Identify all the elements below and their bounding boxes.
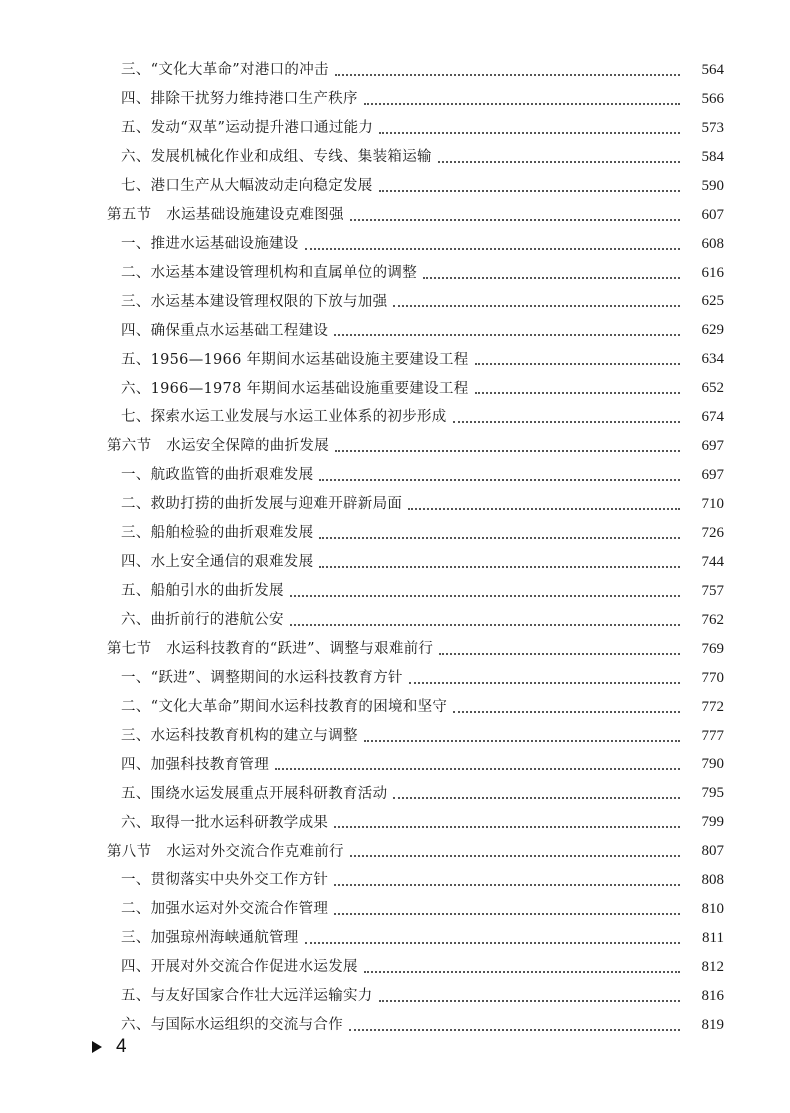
toc-entry-title: 六、与国际水运组织的交流与合作	[121, 1017, 343, 1034]
toc-leader-dots	[364, 739, 680, 742]
toc-entry-page: 726	[701, 524, 724, 541]
toc-entry[interactable]	[0, 374, 790, 403]
toc-entry-title: 第七节 水运科技教育的“跃进”、调整与艰难前行	[107, 640, 434, 657]
toc-entry-title: 四、确保重点水运基础工程建设	[121, 322, 329, 339]
toc-leader-dots	[319, 478, 680, 481]
toc-entry-title: 七、探索水运工业发展与水运工业体系的初步形成	[121, 409, 447, 426]
toc-entry-title: 五、发动“双革”运动提升港口通过能力	[121, 120, 374, 137]
toc-leader-dots	[275, 767, 680, 770]
toc-entry-title: 三、加强琼州海峡通航管理	[121, 930, 299, 947]
toc-entry-title: 一、推进水运基础设施建设	[121, 235, 299, 252]
toc-entry-page: 757	[701, 582, 724, 599]
toc-entry-title: 二、救助打捞的曲折发展与迎难开辟新局面	[121, 496, 403, 513]
toc-leader-dots	[439, 652, 680, 655]
toc-entry[interactable]	[0, 316, 790, 345]
toc-entry-title: 三、水运基本建设管理权限的下放与加强	[121, 293, 388, 310]
toc-leader-dots	[379, 999, 680, 1002]
toc-entry-page: 744	[701, 553, 724, 570]
toc-leader-dots	[438, 160, 680, 163]
toc-entry[interactable]	[0, 779, 790, 808]
toc-entry[interactable]	[0, 808, 790, 837]
triangle-right-icon	[92, 1041, 102, 1053]
toc-entry-title: 一、航政监管的曲折艰难发展	[121, 467, 314, 484]
toc-entry-page: 634	[701, 351, 724, 368]
toc-entry-title: 第八节 水运对外交流合作克难前行	[107, 843, 344, 860]
toc-entry[interactable]	[0, 866, 790, 895]
toc-entry-title: 四、开展对外交流合作促进水运发展	[121, 959, 358, 976]
toc-leader-dots	[335, 73, 680, 76]
toc-leader-dots	[305, 247, 680, 250]
toc-entry-title: 五、1956—1966 年期间水运基础设施主要建设工程	[121, 351, 469, 368]
toc-section-entry[interactable]	[0, 635, 790, 664]
toc-leader-dots	[453, 420, 680, 423]
toc-entry[interactable]	[0, 85, 790, 114]
toc-entry-page: 607	[701, 206, 724, 223]
toc-leader-dots	[334, 825, 680, 828]
toc-entry-title: 一、“跃进”、调整期间的水运科技教育方针	[121, 669, 403, 686]
toc-leader-dots	[335, 449, 680, 452]
toc-entry[interactable]	[0, 577, 790, 606]
toc-entry-page: 819	[701, 1016, 724, 1033]
toc-leader-dots	[379, 189, 680, 192]
toc-entry-title: 三、船舶检验的曲折艰难发展	[121, 525, 314, 542]
toc-entry-page: 564	[701, 61, 724, 78]
toc-leader-dots	[364, 102, 680, 105]
toc-entry-page: 652	[701, 380, 724, 397]
toc-entry[interactable]	[0, 172, 790, 201]
toc-leader-dots	[290, 594, 680, 597]
toc-entry[interactable]	[0, 143, 790, 172]
toc-leader-dots	[408, 507, 680, 510]
toc-entry-title: 五、船舶引水的曲折发展	[121, 583, 284, 600]
toc-entry[interactable]	[0, 982, 790, 1011]
toc-entry-page: 625	[701, 293, 724, 310]
toc-entry[interactable]	[0, 606, 790, 635]
toc-entry-title: 七、港口生产从大幅波动走向稳定发展	[121, 177, 373, 194]
table-of-contents	[0, 56, 790, 1040]
toc-entry-page: 777	[701, 727, 724, 744]
toc-entry-page: 674	[701, 409, 724, 426]
toc-entry[interactable]	[0, 403, 790, 432]
toc-entry[interactable]	[0, 259, 790, 288]
toc-entry-page: 762	[701, 611, 724, 628]
toc-entry-page: 629	[701, 322, 724, 339]
toc-entry-page: 697	[701, 438, 724, 455]
toc-entry-title: 二、水运基本建设管理机构和直属单位的调整	[121, 264, 417, 281]
toc-leader-dots	[349, 1028, 680, 1031]
toc-section-entry[interactable]	[0, 201, 790, 230]
toc-entry-page: 816	[701, 987, 724, 1004]
toc-entry[interactable]	[0, 230, 790, 259]
toc-entry-page: 608	[701, 235, 724, 252]
toc-leader-dots	[409, 681, 680, 684]
toc-entry-page: 807	[701, 843, 724, 860]
toc-entry-title: 第五节 水运基础设施建设克难图强	[107, 206, 344, 223]
toc-entry-page: 811	[702, 930, 724, 947]
toc-entry[interactable]	[0, 288, 790, 317]
toc-entry-page: 769	[701, 640, 724, 657]
toc-entry-title: 四、排除干扰努力维持港口生产秩序	[121, 91, 358, 108]
toc-leader-dots	[319, 565, 680, 568]
toc-entry[interactable]	[0, 751, 790, 780]
toc-entry-page: 795	[701, 785, 724, 802]
toc-entry[interactable]	[0, 924, 790, 953]
toc-entry[interactable]	[0, 548, 790, 577]
toc-entry-title: 五、围绕水运发展重点开展科研教育活动	[121, 785, 388, 802]
toc-entry-title: 第六节 水运安全保障的曲折发展	[107, 438, 329, 455]
toc-leader-dots	[350, 854, 680, 857]
toc-leader-dots	[475, 362, 680, 365]
toc-entry-page: 812	[701, 959, 724, 976]
toc-entry-page: 772	[701, 698, 724, 715]
toc-leader-dots	[379, 131, 680, 134]
toc-leader-dots	[423, 276, 680, 279]
toc-entry-title: 一、贯彻落实中央外交工作方针	[121, 872, 329, 889]
page-footer	[92, 1036, 127, 1058]
toc-entry[interactable]	[0, 461, 790, 490]
toc-section-entry[interactable]	[0, 837, 790, 866]
toc-leader-dots	[334, 333, 680, 336]
toc-entry-title: 五、与友好国家合作壮大远洋运输实力	[121, 988, 373, 1005]
toc-leader-dots	[453, 710, 680, 713]
toc-entry[interactable]	[0, 519, 790, 548]
toc-entry-title: 四、水上安全通信的艰难发展	[121, 554, 314, 571]
page-number: 4	[116, 1036, 127, 1057]
toc-entry-page: 566	[701, 90, 724, 107]
toc-entry-page: 799	[701, 814, 724, 831]
toc-leader-dots	[334, 912, 680, 915]
toc-entry-title: 二、加强水运对外交流合作管理	[121, 901, 329, 918]
toc-section-entry[interactable]	[0, 432, 790, 461]
toc-leader-dots	[364, 970, 680, 973]
toc-entry[interactable]	[0, 664, 790, 693]
toc-entry-page: 573	[701, 119, 724, 136]
toc-entry-page: 810	[701, 901, 724, 918]
toc-entry-page: 584	[701, 148, 724, 165]
toc-leader-dots	[334, 883, 680, 886]
toc-entry[interactable]	[0, 490, 790, 519]
toc-entry-title: 三、水运科技教育机构的建立与调整	[121, 727, 358, 744]
toc-leader-dots	[393, 304, 680, 307]
toc-leader-dots	[305, 941, 680, 944]
toc-entry-title: 六、取得一批水运科研教学成果	[121, 814, 329, 831]
toc-leader-dots	[290, 623, 680, 626]
toc-entry[interactable]	[0, 895, 790, 924]
toc-entry-page: 590	[701, 177, 724, 194]
toc-entry-title: 六、曲折前行的港航公安	[121, 612, 284, 629]
toc-entry-title: 四、加强科技教育管理	[121, 756, 269, 773]
toc-entry-title: 三、“文化大革命”对港口的冲击	[121, 62, 329, 79]
toc-entry-page: 710	[701, 496, 724, 513]
toc-entry[interactable]	[0, 693, 790, 722]
toc-entry[interactable]	[0, 722, 790, 751]
toc-entry-title: 六、发展机械化作业和成组、专线、集装箱运输	[121, 149, 432, 166]
toc-entry-page: 808	[701, 872, 724, 889]
toc-entry-page: 697	[701, 467, 724, 484]
toc-leader-dots	[475, 391, 680, 394]
toc-entry[interactable]	[0, 953, 790, 982]
toc-entry[interactable]	[0, 114, 790, 143]
toc-entry-page: 770	[701, 669, 724, 686]
toc-entry-page: 790	[701, 756, 724, 773]
toc-leader-dots	[319, 536, 680, 539]
toc-entry[interactable]	[0, 56, 790, 85]
toc-entry-page: 616	[701, 264, 724, 281]
toc-entry[interactable]	[0, 345, 790, 374]
toc-entry-title: 二、“文化大革命”期间水运科技教育的困境和坚守	[121, 698, 448, 715]
toc-leader-dots	[393, 796, 680, 799]
toc-entry-title: 六、1966—1978 年期间水运基础设施重要建设工程	[121, 380, 469, 397]
toc-leader-dots	[350, 218, 680, 221]
